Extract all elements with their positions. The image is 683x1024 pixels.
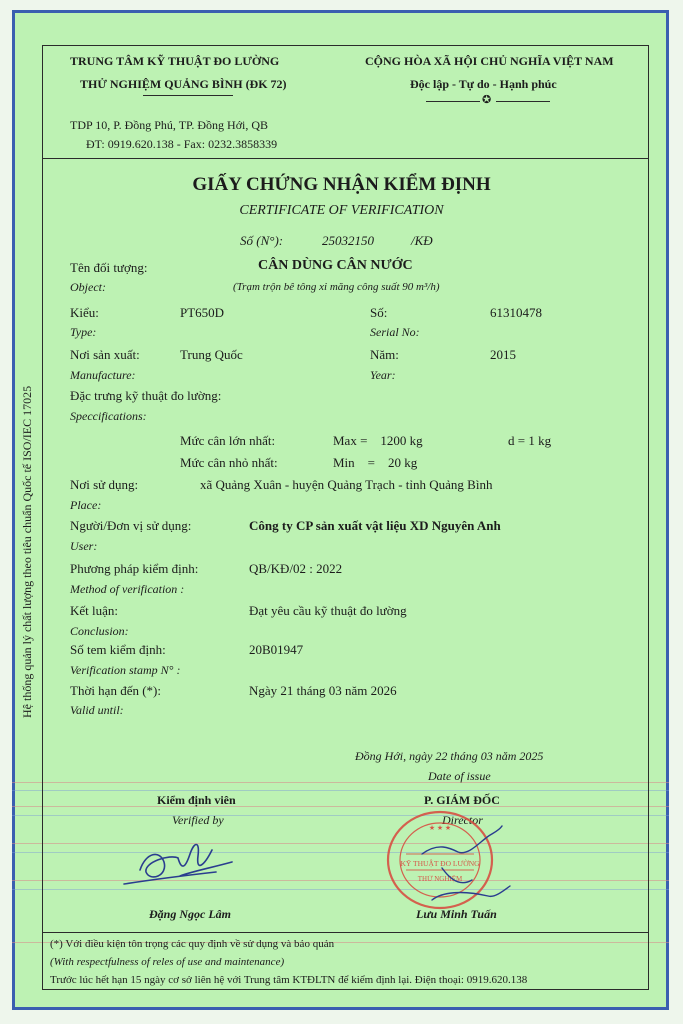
place-label-en: Place:: [70, 498, 102, 512]
footer-note-3: Trước lúc hết hạn 15 ngày cơ sở liên hệ với Trung tâm KTĐLTN để kiểm định lại. Điện thoại: 0919.620.138: [50, 974, 528, 986]
user-label-en: User:: [70, 539, 98, 553]
nation-line1: CỘNG HÒA XÃ HỘI CHỦ NGHĨA VIỆT NAM: [365, 54, 614, 68]
year-value: 2015: [490, 347, 516, 362]
spec-label-en: Speccifications:: [70, 409, 147, 423]
stamp-value: 20B01947: [249, 642, 304, 657]
verifier-title-en: Verified by: [172, 813, 224, 827]
valid-label-en: Valid until:: [70, 703, 124, 717]
manufacture-value: Trung Quốc: [180, 347, 243, 362]
org-name-line1: TRUNG TÂM KỸ THUẬT ĐO LƯỜNG: [70, 54, 280, 68]
type-label-en: Type:: [70, 325, 97, 339]
number-suffix: /KĐ: [411, 233, 433, 248]
conclusion-value: Đạt yêu cầu kỹ thuật đo lường: [249, 603, 407, 618]
max-capacity-label: Mức cân lớn nhất:: [180, 433, 276, 448]
conclusion-label-en: Conclusion:: [70, 624, 129, 638]
director-signature: [402, 812, 532, 912]
footer-note-1: (*) Với điều kiện tôn trọng các quy định về sử dụng và bảo quản: [50, 938, 335, 950]
svg-text:★ ★ ★: ★ ★ ★: [428, 824, 452, 832]
min-capacity-label: Mức cân nhỏ nhất:: [180, 455, 278, 470]
type-value: PT650D: [180, 305, 225, 320]
stamp-label-en: Verification stamp N° :: [70, 663, 181, 677]
verifier-signature: [120, 832, 240, 894]
stamp-label: Số tem kiểm định:: [70, 642, 166, 657]
certificate-number: 25032150: [322, 233, 374, 248]
manufacture-label-en: Manufacture:: [70, 368, 136, 382]
director-name: Lưu Minh Tuấn: [416, 907, 497, 921]
manufacture-label: Nơi sản xuất:: [70, 347, 140, 362]
motto-underline: [426, 101, 480, 102]
object-value: CÂN DÙNG CÂN NƯỚC: [258, 258, 413, 273]
method-value: QB/KĐ/02 : 2022: [249, 561, 343, 576]
title-vn: GIẤY CHỨNG NHẬN KIỂM ĐỊNH: [192, 174, 491, 195]
header-divider: [42, 158, 649, 159]
conclusion-label: Kết luận:: [70, 603, 119, 618]
issue-place-date: Đồng Hới, ngày 22 tháng 03 năm 2025: [355, 749, 544, 763]
phone-fax: ĐT: 0919.620.138 - Fax: 0232.3858339: [86, 137, 278, 151]
address: TDP 10, P. Đồng Phú, TP. Đồng Hới, QB: [70, 118, 269, 132]
min-capacity-value: Min = 20 kg: [333, 455, 418, 470]
place-label: Nơi sử dụng:: [70, 477, 139, 492]
footer-note-2: (With respectfulness of reles of use and maintenance): [50, 956, 285, 968]
division-value: d = 1 kg: [508, 433, 552, 448]
max-capacity-value: Max = 1200 kg: [333, 433, 423, 448]
method-label-en: Method of verification :: [70, 582, 185, 596]
number-label: Số (N°):: [240, 233, 284, 248]
spec-label: Đặc trưng kỹ thuật đo lường:: [70, 388, 222, 403]
motto-underline: [496, 101, 550, 102]
title-en: CERTIFICATE OF VERIFICATION: [239, 203, 444, 218]
svg-text:THỬ NGHIỆM: THỬ NGHIỆM: [417, 875, 463, 883]
valid-value: Ngày 21 tháng 03 năm 2026: [249, 683, 397, 698]
issue-date-label-en: Date of issue: [428, 769, 491, 783]
year-label-en: Year:: [370, 368, 396, 382]
serial-value: 61310478: [490, 305, 542, 320]
object-label: Tên đối tượng:: [70, 260, 148, 275]
star-divider: ✪: [482, 94, 492, 106]
svg-text:KỸ THUẬT ĐO LƯỜNG: KỸ THUẬT ĐO LƯỜNG: [400, 859, 480, 868]
nation-line2: Độc lập - Tự do - Hạnh phúc: [410, 77, 557, 91]
user-label: Người/Đơn vị sử dụng:: [70, 518, 192, 533]
valid-label: Thời hạn đến (*):: [70, 683, 161, 698]
director-title-en: Director: [442, 813, 483, 827]
footer-divider: [42, 932, 649, 933]
org-name-line2: THỬ NGHIỆM QUẢNG BÌNH (ĐK 72): [80, 77, 287, 91]
place-value: xã Quảng Xuân - huyện Quảng Trạch - tỉnh Quảng Bình: [200, 477, 493, 492]
object-note: (Trạm trộn bê tông xi măng công suất 90 m³/h): [233, 281, 440, 293]
method-label: Phương pháp kiểm định:: [70, 561, 199, 576]
type-label: Kiểu:: [70, 305, 99, 320]
verifier-title: Kiểm định viên: [157, 793, 236, 807]
serial-label-en: Serial No:: [370, 325, 420, 339]
org-underline: [143, 95, 233, 96]
serial-label: Số:: [370, 305, 388, 320]
object-label-en: Object:: [70, 280, 106, 294]
year-label: Năm:: [370, 347, 399, 362]
user-value: Công ty CP sản xuất vật liệu XD Nguyên Anh: [249, 518, 501, 533]
director-title: P. GIÁM ĐỐC: [424, 793, 500, 807]
side-iso-text: Hệ thống quản lý chất lượng theo tiêu chuẩn Quốc tế ISO/IEC 17025: [20, 385, 34, 718]
verifier-name: Đặng Ngọc Lâm: [149, 907, 231, 921]
